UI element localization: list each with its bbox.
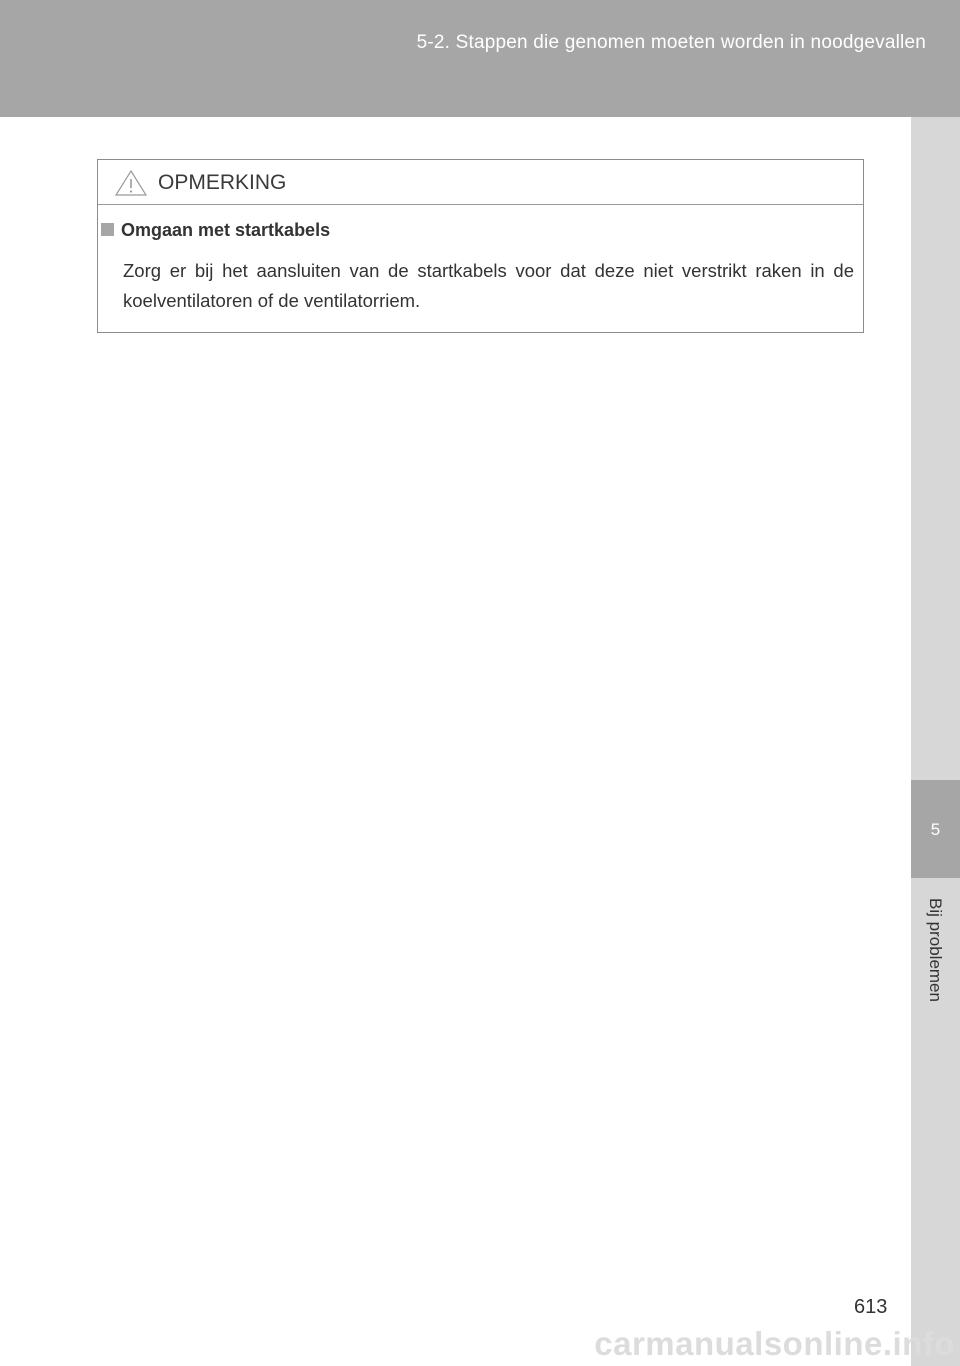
header-band (0, 0, 960, 117)
subheading-text: Omgaan met startkabels (121, 220, 331, 240)
chapter-tab (911, 780, 960, 878)
notice-header (98, 160, 863, 205)
chapter-number: 5 (930, 820, 941, 839)
notice-box (97, 159, 864, 333)
notice-subheading (101, 220, 330, 241)
square-bullet-icon (101, 223, 114, 236)
watermark: carmanualsonline.info (594, 1325, 955, 1362)
notice-title: OPMERKING (158, 171, 287, 194)
page-number: 613 (854, 1296, 888, 1318)
side-tab (911, 117, 960, 1366)
warning-triangle-icon (114, 169, 148, 197)
notice-body-text: Zorg er bij het aansluiten van de startkabels voor dat deze niet verstrikt raken in de koelventilatoren of de ventilatorriem. (123, 260, 854, 311)
chapter-name: Bij problemen (926, 898, 945, 1002)
section-title: 5-2. Stappen die genomen moeten worden in noodgevallen (416, 32, 926, 53)
